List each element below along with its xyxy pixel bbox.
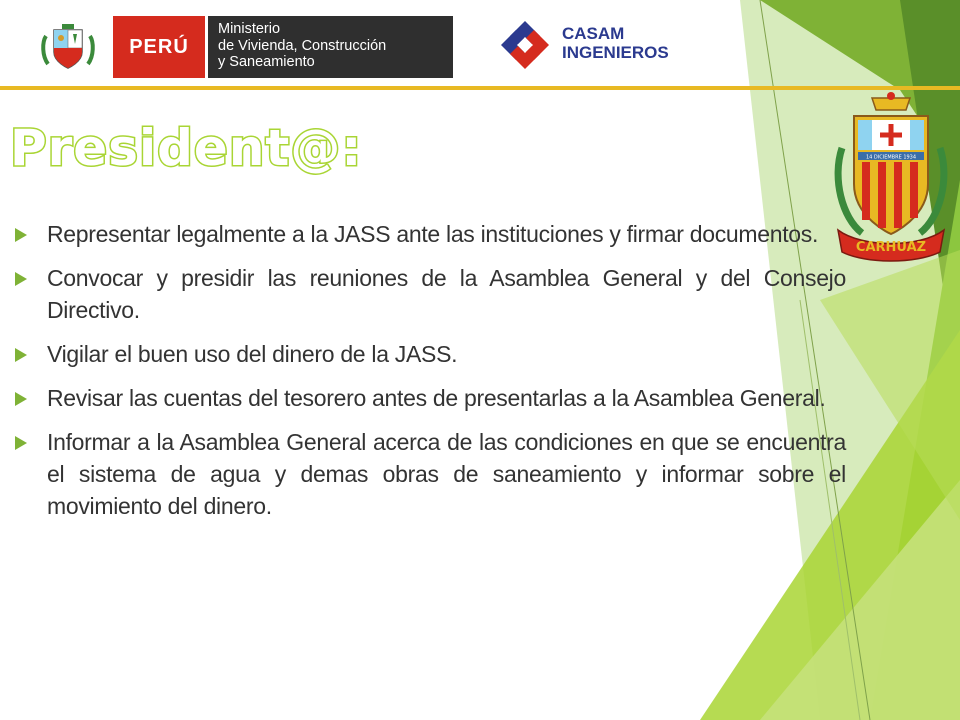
list-item bbox=[14, 382, 846, 414]
responsibilities-list bbox=[14, 218, 846, 534]
casam-line-1: CASAM bbox=[562, 24, 625, 43]
emblem-date: 14 DICIEMBRE 1934 bbox=[865, 154, 917, 161]
list-item bbox=[14, 218, 846, 250]
peru-label: PERÚ bbox=[113, 16, 205, 78]
list-item bbox=[14, 262, 846, 326]
bullet-text: Vigilar el buen uso del dinero de la JASS. bbox=[47, 341, 458, 367]
carhuaz-emblem-icon bbox=[832, 88, 950, 266]
triangle-bullet-icon bbox=[14, 436, 28, 450]
peru-coat-of-arms-icon bbox=[40, 22, 96, 72]
casam-diamond-icon bbox=[498, 18, 552, 72]
casam-wordmark bbox=[562, 24, 669, 62]
bullet-text: Informar a la Asamblea General acerca de las condiciones en que se encuentra el sistema de agua y demas obras de saneamiento y informar sobre el movimiento del dinero. bbox=[47, 429, 846, 519]
triangle-bullet-icon bbox=[14, 272, 28, 286]
casam-ingenieros-logo bbox=[498, 18, 698, 68]
list-item bbox=[14, 426, 846, 522]
slide-title: President@: bbox=[10, 119, 363, 177]
triangle-bullet-icon bbox=[14, 228, 28, 242]
ministry-banner-logo bbox=[113, 16, 453, 78]
ministry-name bbox=[208, 16, 453, 78]
triangle-bullet-icon bbox=[14, 392, 28, 406]
ministry-line-2: de Vivienda, Construcción bbox=[218, 37, 387, 54]
list-item bbox=[14, 338, 846, 370]
bullet-text: Convocar y presidir las reuniones de la Asamblea General y del Consejo Directivo. bbox=[47, 265, 846, 323]
emblem-banner-text: CARHUAZ bbox=[855, 240, 927, 255]
bullet-text: Representar legalmente a la JASS ante las instituciones y firmar documentos. bbox=[47, 221, 819, 247]
triangle-bullet-icon bbox=[14, 348, 28, 362]
ministry-line-1: Ministerio bbox=[218, 21, 281, 37]
casam-line-2: INGENIEROS bbox=[562, 43, 669, 62]
ministry-line-3: y Saneamiento bbox=[218, 54, 315, 70]
bullet-text: Revisar las cuentas del tesorero antes de presentarlas a la Asamblea General. bbox=[47, 385, 826, 411]
header-divider bbox=[0, 86, 960, 90]
